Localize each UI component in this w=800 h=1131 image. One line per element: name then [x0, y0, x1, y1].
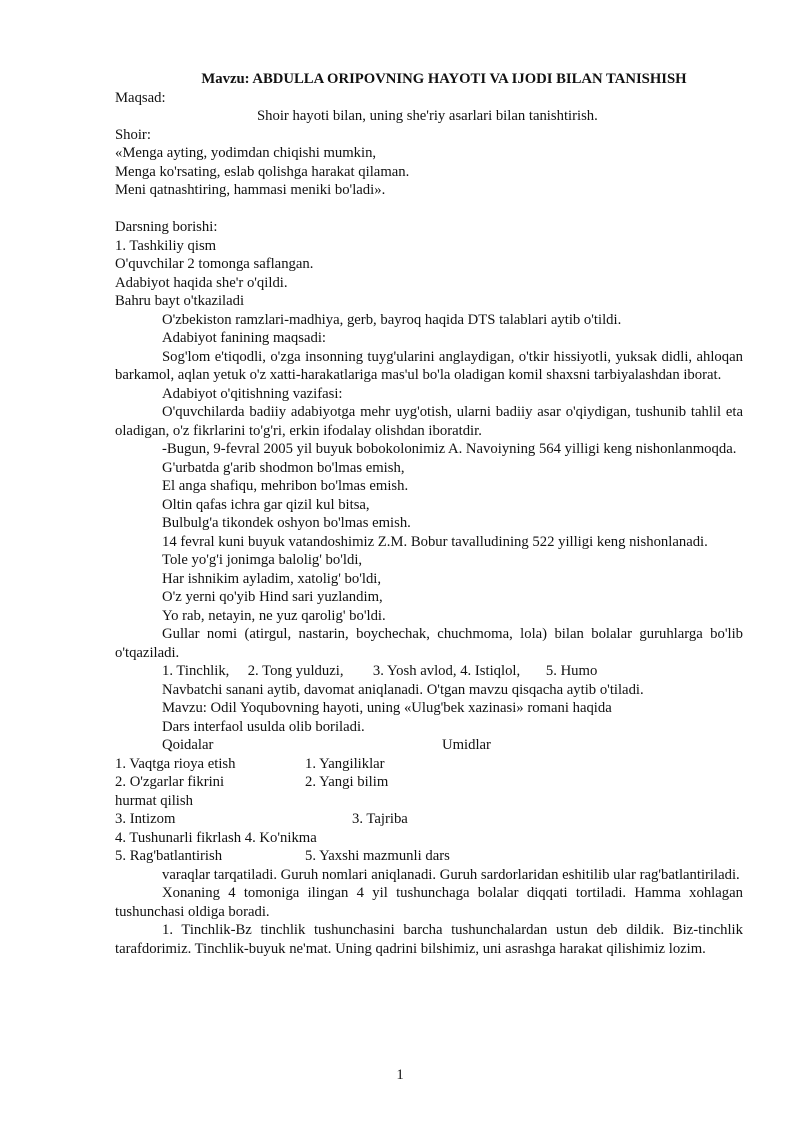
poem-line: Oltin qafas ichra gar qizil kul bitsa, — [162, 496, 370, 513]
document-title: Mavzu: ABDULLA ORIPOVNING HAYOTI VA IJODI BILAN TANISHISH — [201, 71, 687, 87]
document-page — [115, 70, 743, 958]
table-row — [115, 829, 743, 848]
poem-line: El anga shafiqu, mehribon bo'lmas emish. — [162, 478, 409, 494]
table-row — [115, 755, 743, 774]
section-heading: Darsning borishi: — [115, 219, 218, 235]
table-cell: 3. Tajriba — [352, 811, 408, 827]
paragraph: Gullar nomi (atirgul, nastarin, boychechak, chuchmoma, lola) bilan bolalar guruhlarga bo'lib o'tqaziladi. — [115, 626, 743, 661]
table-cell: 5. Yaxshi mazmunli dars — [305, 848, 450, 864]
table-cell: 1. Yangiliklar — [305, 755, 385, 772]
poem-line: O'z yerni qo'yib Hind sari yuzlandim, — [162, 589, 383, 605]
shoir-label: Shoir: — [115, 126, 151, 143]
paragraph: Adabiyot haqida she'r o'qildi. — [115, 274, 288, 291]
paragraph: 14 fevral kuni buyuk vatandoshimiz Z.M. Bobur tavalludining 522 yilligi keng nishonlanadi. — [162, 533, 708, 550]
paragraph: Bahru bayt o'tkaziladi — [115, 293, 245, 309]
paragraph: Adabiyot o'qitishning vazifasi: — [162, 385, 343, 402]
maqsad-text: Shoir hayoti bilan, uning she'riy asarlari bilan tanishtirish. — [257, 108, 598, 124]
paragraph: 1. Tashkiliy qism — [115, 237, 217, 254]
poem-line: Tole yo'g'i jonimga balolig' bo'ldi, — [162, 552, 363, 568]
paragraph: Navbatchi sanani aytib, davomat aniqlanadi. O'tgan mavzu qisqacha aytib o'tiladi. — [162, 681, 644, 698]
paragraph: -Bugun, 9-fevral 2005 yil buyuk bobokolonimiz A. Navoiyning 564 yilligi keng nishonlanmoqda. — [162, 441, 737, 457]
paragraph: Sog'lom e'tiqodli, o'zga insonning tuyg'ularini anglaydigan, o'tkir hissiyotli, yuksak didli, ahloqan barkamol, aqlan yetuk o'z xatti-harakatlariga mas'ul bo'la oladigan komil shaxsni tarbiyalashdan iborat. — [115, 348, 743, 383]
paragraph: Xonaning 4 tomoniga ilingan 4 yil tushunchaga bolalar diqqati tortiladi. Hamma xohlagan tushunchasi oldiga boradi. — [115, 885, 743, 920]
paragraph: Adabiyot fanining maqsadi: — [162, 330, 326, 346]
poem-line: Bulbulg'a tikondek oshyon bo'lmas emish. — [162, 515, 411, 531]
table-cell: 2. Yangi bilim — [305, 774, 389, 790]
table-row — [115, 792, 743, 811]
table-header — [115, 736, 743, 755]
blank-line — [115, 200, 743, 219]
group-names: 1. Tinchlik, 2. Tong yulduzi, 3. Yosh avlod, 4. Istiqlol, 5. Humo — [162, 663, 598, 679]
table-row — [115, 773, 743, 792]
paragraph: O'zbekiston ramzlari-madhiya, gerb, bayroq haqida DTS talablari aytib o'tildi. — [162, 311, 622, 328]
paragraph: O'quvchilar 2 tomonga saflangan. — [115, 256, 314, 272]
paragraph: O'quvchilarda badiiy adabiyotga mehr uyg'otish, ularni badiiy asar o'qiydigan, tushunib tahlil eta oladigan, o'z fikrlarini to'g'ri, erkin ifodalay olishdan iboratdir. — [115, 404, 743, 439]
paragraph: varaqlar tarqatiladi. Guruh nomlari aniqlanadi. Guruh sardorlaridan eshitilib ular rag'batlantiriladi. — [162, 866, 740, 883]
poem-line: Yo rab, netayin, ne yuz qarolig' bo'ldi. — [162, 607, 386, 624]
table-cell: 1. Vaqtga rioya etish — [115, 755, 236, 772]
table-row — [115, 847, 743, 866]
paragraph: Dars interfaol usulda olib boriladi. — [162, 718, 365, 735]
table-cell: hurmat qilish — [115, 792, 193, 809]
paragraph: Mavzu: Odil Yoqubovning hayoti, uning «Ulug'bek xazinasi» romani haqida — [162, 700, 612, 716]
paragraph: 1. Tinchlik-Bz tinchlik tushunchasini barcha tushunchalardan ustun deb dildik. Biz-tinchlik tarafdorimiz. Tinchlik-buyuk ne'mat. Uning qadrini bilshimiz, uni asrashga harakat qilishimiz lozim. — [115, 922, 743, 957]
qoidalar-heading: Qoidalar — [162, 737, 214, 753]
table-cell: 2. O'zgarlar fikrini — [115, 774, 225, 790]
table-cell: 5. Rag'batlantirish — [115, 848, 223, 864]
table-row — [115, 810, 743, 829]
page-number: 1 — [396, 1067, 404, 1083]
table-cell: 4. Tushunarli fikrlash 4. Ko'nikma — [115, 829, 317, 846]
table-cell: 3. Intizom — [115, 811, 176, 827]
poem-line: G'urbatda g'arib shodmon bo'lmas emish, — [162, 459, 405, 476]
umidlar-heading: Umidlar — [442, 737, 491, 753]
shoir-line: Meni qatnashtiring, hammasi meniki bo'ladi». — [115, 182, 386, 198]
shoir-line: Menga ko'rsating, eslab qolishga harakat qilaman. — [115, 163, 410, 180]
poem-line: Har ishnikim ayladim, xatolig' bo'ldi, — [162, 570, 382, 587]
shoir-line: «Menga ayting, yodimdan chiqishi mumkin, — [115, 145, 377, 161]
maqsad-label: Maqsad: — [115, 89, 166, 106]
